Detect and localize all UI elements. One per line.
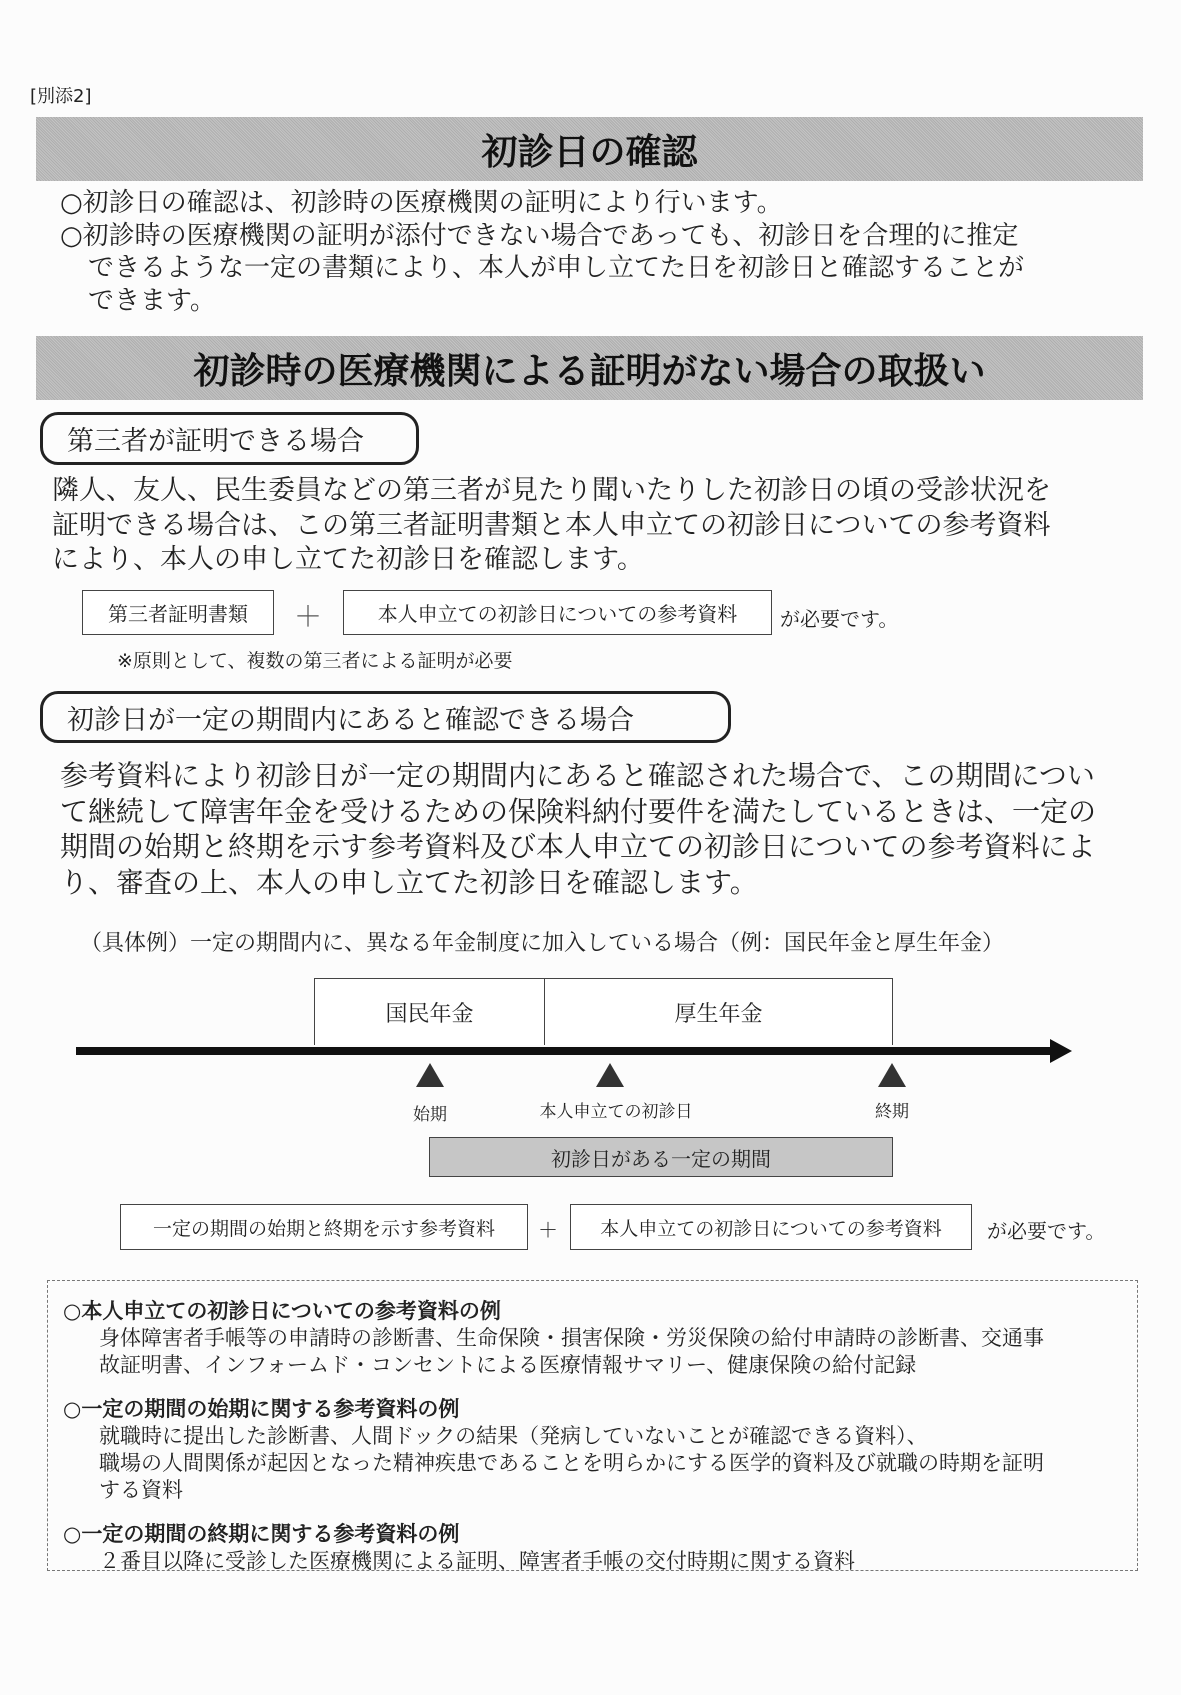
required-text-2: が必要です。 bbox=[987, 1219, 1106, 1243]
required-text: が必要です。 bbox=[780, 607, 899, 631]
timeline-arrow-line bbox=[76, 1047, 1056, 1055]
start-label: 始期 bbox=[413, 1105, 447, 1125]
body-line: 期間の始期と終期を示す参考資料及び本人申立ての初診日についての参考資料によ bbox=[60, 830, 1096, 863]
body-line: 隣人、友人、民生委員などの第三者が見たり聞いたりした初診日の頃の受診状況を bbox=[52, 475, 1051, 506]
period-box: 初診日がある一定の期間 bbox=[429, 1137, 893, 1177]
examples-box bbox=[47, 1280, 1138, 1571]
body-line: り、審査の上、本人の申し立てた初診日を確認します。 bbox=[60, 865, 758, 899]
example-line: 身体障害者手帳等の申請時の診断書、生命保険・損害保険・労災保険の給付申請時の診断書、交通事 bbox=[99, 1326, 1044, 1350]
example-line: ２番目以降に受診した医療機関による証明、障害者手帳の交付時期に関する資料 bbox=[99, 1549, 855, 1573]
section1-body bbox=[60, 187, 1024, 317]
example-heading: ○一定の期間の終期に関する参考資料の例 bbox=[63, 1522, 460, 1546]
bullet-line: ○初診時の医療機関の証明が添付できない場合であっても、初診日を合理的に推定 bbox=[60, 220, 1019, 251]
body-line: により、本人の申し立てた初診日を確認します。 bbox=[52, 544, 644, 575]
bullet-line: できます。 bbox=[88, 285, 216, 316]
example-heading: ○本人申立ての初診日についての参考資料の例 bbox=[63, 1299, 501, 1323]
self-report-docs-box: 本人申立ての初診日についての参考資料 bbox=[343, 590, 772, 635]
body-line: 証明できる場合は、この第三者証明書類と本人申立ての初診日についての参考資料 bbox=[52, 509, 1051, 541]
case2-label: 初診日が一定の期間内にあると確認できる場合 bbox=[40, 691, 731, 743]
case1-body bbox=[52, 474, 1051, 578]
kosei-nenkin-box: 厚生年金 bbox=[544, 978, 893, 1045]
example-line: 職場の人間関係が起因となった精神疾患であることを明らかにする医学的資料及び就職の時期を証明 bbox=[99, 1451, 1044, 1475]
end-label: 終期 bbox=[875, 1102, 909, 1122]
third-party-docs-box: 第三者証明書類 bbox=[82, 590, 274, 635]
section-title-no-certificate: 初診時の医療機関による証明がない場合の取扱い bbox=[36, 336, 1143, 400]
example-line: 故証明書、インフォームド・コンセントによる医療情報サマリー、健康保険の給付記録 bbox=[99, 1353, 917, 1377]
case2-body bbox=[60, 758, 1096, 900]
arrow-head-icon bbox=[1050, 1039, 1072, 1063]
example-caption: （具体例）一定の期間内に、異なる年金制度に加入している場合（例：国民年金と厚生年金） bbox=[80, 931, 1005, 956]
attachment-label: [別添2] bbox=[30, 86, 92, 107]
self-report-docs-box-2: 本人申立ての初診日についての参考資料 bbox=[570, 1204, 972, 1250]
plus-sign: ＋ bbox=[538, 1218, 558, 1242]
bullet-line: ○初診日の確認は、初診時の医療機関の証明により行います。 bbox=[60, 188, 783, 218]
note-text: ※原則として、複数の第三者による証明が必要 bbox=[117, 650, 513, 672]
body-line: 参考資料により初診日が一定の期間内にあると確認された場合で、この期間につい bbox=[60, 759, 1095, 792]
plus-sign: ＋ bbox=[294, 600, 323, 633]
section-title-confirmation: 初診日の確認 bbox=[36, 117, 1143, 181]
period-docs-box: 一定の期間の始期と終期を示す参考資料 bbox=[120, 1204, 528, 1250]
case1-label: 第三者が証明できる場合 bbox=[40, 412, 419, 465]
start-marker-icon bbox=[416, 1063, 444, 1087]
end-marker-icon bbox=[878, 1063, 906, 1087]
example-line: 就職時に提出した診断書、人間ドックの結果（発病していないことが確認できる資料）、 bbox=[99, 1424, 928, 1448]
claimed-date-label: 本人申立ての初診日 bbox=[539, 1102, 693, 1122]
body-line: て継続して障害年金を受けるための保険料納付要件を満たしているときは、一定の bbox=[60, 794, 1097, 828]
example-heading: ○一定の期間の始期に関する参考資料の例 bbox=[63, 1397, 460, 1421]
examples-list bbox=[63, 1281, 1127, 1575]
claimed-date-marker-icon bbox=[596, 1063, 624, 1087]
example-line: する資料 bbox=[99, 1478, 183, 1502]
bullet-line: できるような一定の書類により、本人が申し立てた日を初診日と確認することが bbox=[88, 253, 1025, 283]
kokumin-nenkin-box: 国民年金 bbox=[314, 978, 545, 1045]
